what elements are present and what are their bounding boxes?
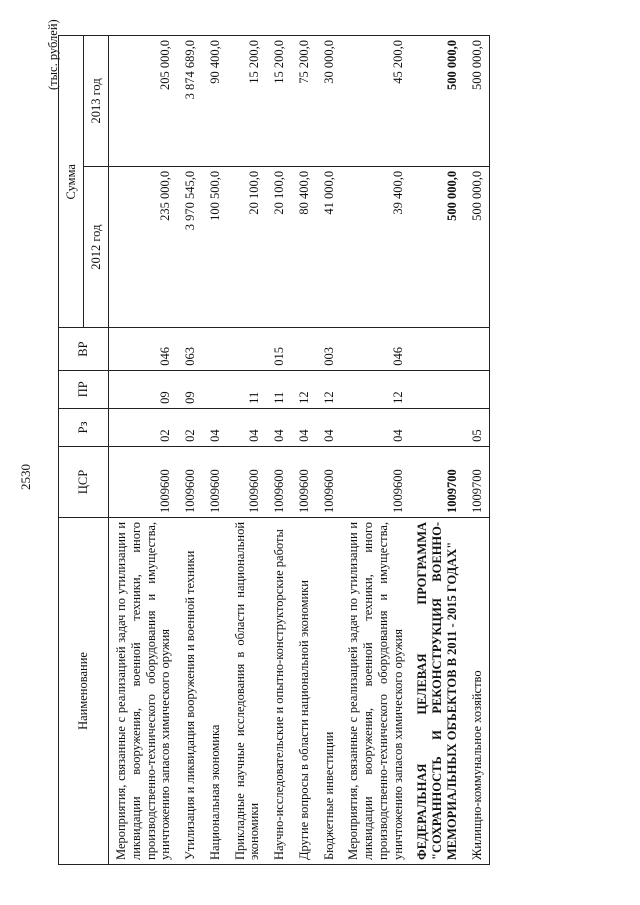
row-sum-2012: 41 000,0	[317, 166, 342, 328]
row-sum-2013: 3 874 689,0	[178, 36, 203, 167]
row-sum-2012: 100 500,0	[203, 166, 228, 328]
table-row	[341, 36, 410, 865]
table-row	[410, 36, 464, 865]
row-csr: 1009600	[203, 446, 228, 517]
row-sum-2012: 500 000,0	[465, 166, 490, 328]
header-year-2013: 2013 год	[84, 36, 109, 167]
row-rz: 04	[292, 408, 317, 446]
row-name: Национальная экономика	[203, 517, 228, 864]
row-name: Другие вопросы в области национальной экономики	[292, 517, 317, 864]
table-row	[203, 36, 228, 865]
row-sum-2013: 45 200,0	[341, 36, 410, 167]
row-sum-2013: 500 000,0	[465, 36, 490, 167]
row-pr: 12	[317, 370, 342, 408]
row-name: Прикладные научные исследования в области национальной экономики	[228, 517, 268, 864]
row-vr: 015	[267, 328, 292, 370]
row-sum-2013: 205 000,0	[109, 36, 179, 167]
row-vr	[228, 328, 268, 370]
row-sum-2013: 15 200,0	[228, 36, 268, 167]
header-sum: Сумма	[59, 36, 84, 329]
row-name: Научно-исследовательские и опытно-конструкторские работы	[267, 517, 292, 864]
row-csr: 1009700	[410, 446, 464, 517]
row-sum-2013: 500 000,0	[410, 36, 464, 167]
row-sum-2013: 30 000,0	[317, 36, 342, 167]
row-csr: 1009600	[109, 446, 179, 517]
row-rz: 05	[465, 408, 490, 446]
header-rz: Рз	[59, 408, 109, 446]
row-pr: 11	[267, 370, 292, 408]
row-vr	[292, 328, 317, 370]
row-name: Утилизация и ликвидация вооружения и военной техники	[178, 517, 203, 864]
row-rz: 02	[178, 408, 203, 446]
row-name: ФЕДЕРАЛЬНАЯ ЦЕЛЕВАЯ ПРОГРАММА "СОХРАННОСТЬ И РЕКОНСТРУКЦИЯ ВОЕННО-МЕМОРИАЛЬНЫХ ОБЪЕКТОВ В 2011 - 2015 ГОДАХ"	[410, 517, 464, 864]
row-sum-2012: 39 400,0	[341, 166, 410, 328]
row-pr	[465, 370, 490, 408]
row-vr	[465, 328, 490, 370]
table-row	[178, 36, 203, 865]
row-rz: 04	[228, 408, 268, 446]
row-name: Мероприятия, связанные с реализацией задач по утилизации и ликвидации вооружения, военной техники, иного производственно-технического оборудования и имущества, уничтожению запасов химического оружия	[341, 517, 410, 864]
row-vr: 046	[341, 328, 410, 370]
row-sum-2012: 500 000,0	[410, 166, 464, 328]
row-sum-2012: 3 970 545,0	[178, 166, 203, 328]
table-row	[317, 36, 342, 865]
header-pr: ПР	[59, 370, 109, 408]
row-rz: 04	[317, 408, 342, 446]
row-csr: 1009600	[317, 446, 342, 517]
row-rz	[410, 408, 464, 446]
row-pr: 09	[178, 370, 203, 408]
row-sum-2013: 15 200,0	[267, 36, 292, 167]
row-pr	[410, 370, 464, 408]
row-name: Мероприятия, связанные с реализацией задач по утилизации и ликвидации вооружения, военной техники, иного производственно-технического оборудования и имущества, уничтожению запасов химического оружия	[109, 517, 179, 864]
row-sum-2013: 90 400,0	[203, 36, 228, 167]
row-rz: 04	[267, 408, 292, 446]
row-rz: 04	[203, 408, 228, 446]
table-row	[228, 36, 268, 865]
row-name: Жилищно-коммунальное хозяйство	[465, 517, 490, 864]
table-row	[292, 36, 317, 865]
row-sum-2013: 75 200,0	[292, 36, 317, 167]
table-row	[267, 36, 292, 865]
row-sum-2012: 20 100,0	[267, 166, 292, 328]
row-pr: 09	[109, 370, 179, 408]
row-csr: 1009700	[465, 446, 490, 517]
row-sum-2012: 80 400,0	[292, 166, 317, 328]
header-year-2012: 2012 год	[84, 166, 109, 328]
row-csr: 1009600	[341, 446, 410, 517]
row-csr: 1009600	[292, 446, 317, 517]
row-rz: 02	[109, 408, 179, 446]
row-sum-2012: 20 100,0	[228, 166, 268, 328]
page-number: 2530	[18, 464, 33, 490]
row-vr: 046	[109, 328, 179, 370]
row-csr: 1009600	[267, 446, 292, 517]
row-sum-2012: 235 000,0	[109, 166, 179, 328]
header-vr: ВР	[59, 328, 109, 370]
row-vr	[203, 328, 228, 370]
row-vr: 063	[178, 328, 203, 370]
row-vr	[410, 328, 464, 370]
row-pr: 11	[228, 370, 268, 408]
header-name: Наименование	[59, 517, 109, 864]
row-csr: 1009600	[228, 446, 268, 517]
budget-table	[58, 35, 490, 865]
row-pr: 12	[292, 370, 317, 408]
row-pr	[203, 370, 228, 408]
units-label: (тыс. рублей)	[46, 19, 60, 90]
row-csr: 1009600	[178, 446, 203, 517]
header-csr: ЦСР	[59, 446, 109, 517]
table-body	[109, 36, 490, 865]
row-vr: 003	[317, 328, 342, 370]
table-row	[109, 36, 179, 865]
row-pr: 12	[341, 370, 410, 408]
table-row	[465, 36, 490, 865]
row-name: Бюджетные инвестиции	[317, 517, 342, 864]
row-rz: 04	[341, 408, 410, 446]
